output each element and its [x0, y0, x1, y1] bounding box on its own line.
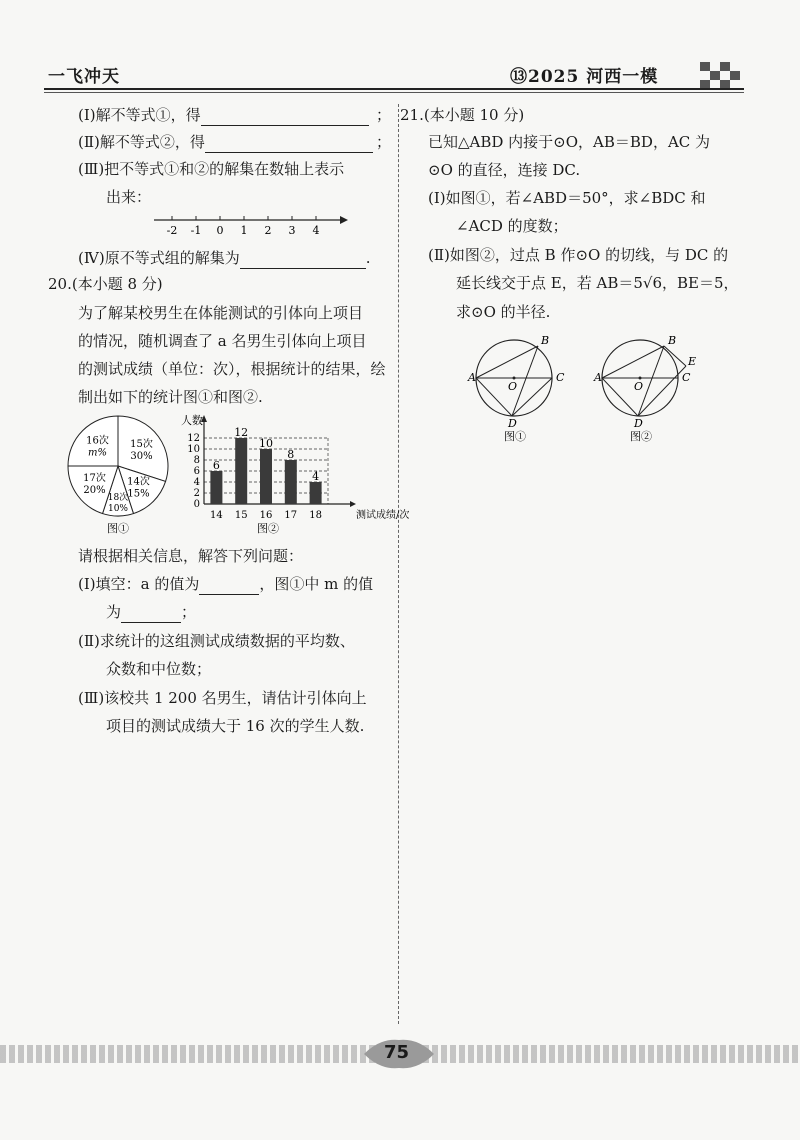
bar-value-label: 8 — [287, 448, 295, 461]
x-axis-label: 测试成绩/次 — [356, 510, 410, 521]
x-tick-label: 18 — [309, 510, 322, 521]
q20-sub1-cont: ，图①中 m 的值 — [259, 575, 374, 593]
q21-sub1-cont: ∠ACD 的度数； — [456, 217, 568, 235]
number-line — [150, 210, 350, 244]
bar-value-label: 12 — [234, 426, 249, 439]
number-line-tick-label: -2 — [166, 224, 178, 237]
point-label-B: B — [541, 334, 550, 347]
number-line-tick-label: 0 — [216, 224, 224, 237]
q20-sub1: (Ⅰ)填空：a 的值为 — [78, 575, 200, 593]
q21-text-2: ⊙O 的直径，连接 DC. — [428, 161, 581, 179]
number-line-tick-label: 1 — [240, 224, 248, 237]
q21-sub1: (Ⅰ)如图①，若∠ABD＝50°，求∠BDC 和 — [428, 189, 706, 207]
q20-sub2: (Ⅱ)求统计的这组测试成绩数据的平均数、 — [78, 632, 355, 650]
number-line-tick-label: -1 — [190, 224, 202, 237]
y-tick-label: 0 — [193, 499, 200, 510]
pie-slice-value: 15% — [127, 488, 150, 500]
page-number: 75 — [384, 1042, 410, 1063]
number-line-tick-label: 4 — [312, 224, 320, 237]
x-tick-label: 15 — [234, 510, 248, 521]
q20-sub2-cont: 众数和中位数； — [106, 660, 212, 678]
q19-item-i: (Ⅰ)解不等式①，得 — [78, 106, 201, 124]
figure-1-caption: 图① — [504, 430, 526, 443]
geometry-figure-2 — [592, 328, 712, 448]
pie-slice-value: 20% — [83, 485, 106, 497]
point-label-C: C — [682, 371, 691, 384]
point-label-D: D — [508, 417, 517, 430]
q20-text-4: 制出如下的统计图①和图②. — [78, 388, 263, 406]
y-tick-label: 2 — [193, 488, 200, 499]
figure-2-caption: 图② — [630, 430, 652, 443]
header-rule — [44, 88, 744, 90]
pie-slice-label: 15次 — [130, 438, 153, 450]
y-tick-label: 8 — [193, 455, 200, 466]
q20-sub1-semicolon: ； — [181, 603, 197, 621]
q20-text-3: 的测试成绩（单位：次），根据统计的结果，绘 — [78, 360, 386, 378]
bar-value-label: 4 — [312, 470, 320, 483]
q19-item-ii: (Ⅱ)解不等式②，得 — [78, 133, 205, 151]
q19-item-i-end: ； — [376, 106, 392, 124]
q21-text-1: 已知△ABD 内接于⊙O，AB＝BD，AC 为 — [428, 133, 711, 151]
pie-slice-value: 30% — [130, 450, 153, 462]
point-label-A: A — [468, 371, 476, 384]
bar-value-label: 10 — [259, 437, 273, 450]
q19-item-iv-end: . — [365, 249, 371, 267]
number-line-tick-label: 3 — [288, 224, 296, 237]
y-tick-label: 4 — [193, 477, 200, 488]
pie-slice-label: 16次 — [86, 435, 109, 447]
point-label-O: O — [634, 380, 644, 393]
x-tick-label: 17 — [284, 510, 298, 521]
x-tick-label: 16 — [259, 510, 273, 521]
q19-item-iii-cont: 出来： — [106, 188, 152, 206]
q20-sub3: (Ⅲ)该校共 1 200 名男生，请估计引体向上 — [78, 689, 367, 707]
bar-value-label: 6 — [212, 459, 220, 472]
q21-sub2-end: 求⊙O 的半径. — [456, 303, 551, 321]
brand-logo: 一飞冲天 — [48, 67, 120, 87]
point-label-D: D — [634, 417, 643, 430]
q19-item-iii: (Ⅲ)把不等式①和②的解集在数轴上表示 — [78, 160, 345, 178]
q19-item-ii-end: ； — [376, 133, 392, 151]
number-line-tick-label: 2 — [264, 224, 272, 237]
answer-blank[interactable] — [121, 606, 181, 623]
answer-blank[interactable] — [205, 136, 373, 153]
bar — [235, 438, 247, 504]
bar — [310, 482, 322, 504]
checker-decoration — [700, 62, 742, 90]
answer-blank[interactable] — [199, 578, 259, 595]
column-divider — [398, 104, 399, 1024]
q20-text-1: 为了解某校男生在体能测试的引体向上项目 — [78, 304, 364, 322]
pie-slice-value: 10% — [107, 504, 129, 514]
y-tick-label: 10 — [187, 444, 200, 455]
q20-text-2: 的情况，随机调查了 a 名男生引体向上项目 — [78, 332, 367, 350]
bar — [285, 460, 297, 504]
q20-sub3-cont: 项目的测试成绩大于 16 次的学生人数. — [106, 717, 365, 735]
point-label-E: E — [688, 355, 697, 368]
point-label-A: A — [594, 371, 602, 384]
point-label-B: B — [668, 334, 677, 347]
point-label-C: C — [556, 371, 565, 384]
pie-slice-value: m% — [88, 447, 107, 459]
y-axis-label: 人数 — [181, 414, 203, 427]
bar — [210, 471, 222, 504]
answer-blank[interactable] — [240, 252, 366, 269]
bar-chart — [180, 410, 410, 538]
geometry-figure-1 — [462, 328, 574, 448]
y-tick-label: 6 — [193, 466, 200, 477]
q21-sub2-cont: 延长线交于点 E，若 AB＝5√6，BE＝5， — [456, 274, 739, 292]
q21-heading: 21.(本小题 10 分) — [400, 106, 525, 124]
bar-caption: 图② — [257, 522, 279, 535]
q19-item-iv: (Ⅳ)原不等式组的解集为 — [78, 249, 240, 267]
pie-chart — [60, 414, 180, 538]
y-tick-label: 12 — [187, 433, 200, 444]
header-rule-thin — [44, 92, 744, 93]
pie-slice-label: 17次 — [83, 473, 106, 485]
q20-ask: 请根据相关信息，解答下列问题： — [78, 547, 304, 565]
q20-sub1-end: 为 — [106, 603, 122, 621]
q21-sub2: (Ⅱ)如图②，过点 B 作⊙O 的切线，与 DC 的 — [428, 246, 729, 264]
exam-title: ⑬2025 河西一模 — [510, 67, 659, 87]
x-tick-label: 14 — [210, 510, 223, 521]
pie-caption: 图① — [107, 522, 129, 535]
point-label-O: O — [508, 380, 518, 393]
answer-blank[interactable] — [201, 109, 369, 126]
q20-heading: 20.(本小题 8 分) — [48, 275, 163, 293]
pie-slice-label: 18次 — [107, 493, 129, 503]
bar — [260, 449, 272, 504]
x-axis-arrow — [350, 501, 356, 507]
pie-slice-label: 14次 — [127, 476, 150, 488]
